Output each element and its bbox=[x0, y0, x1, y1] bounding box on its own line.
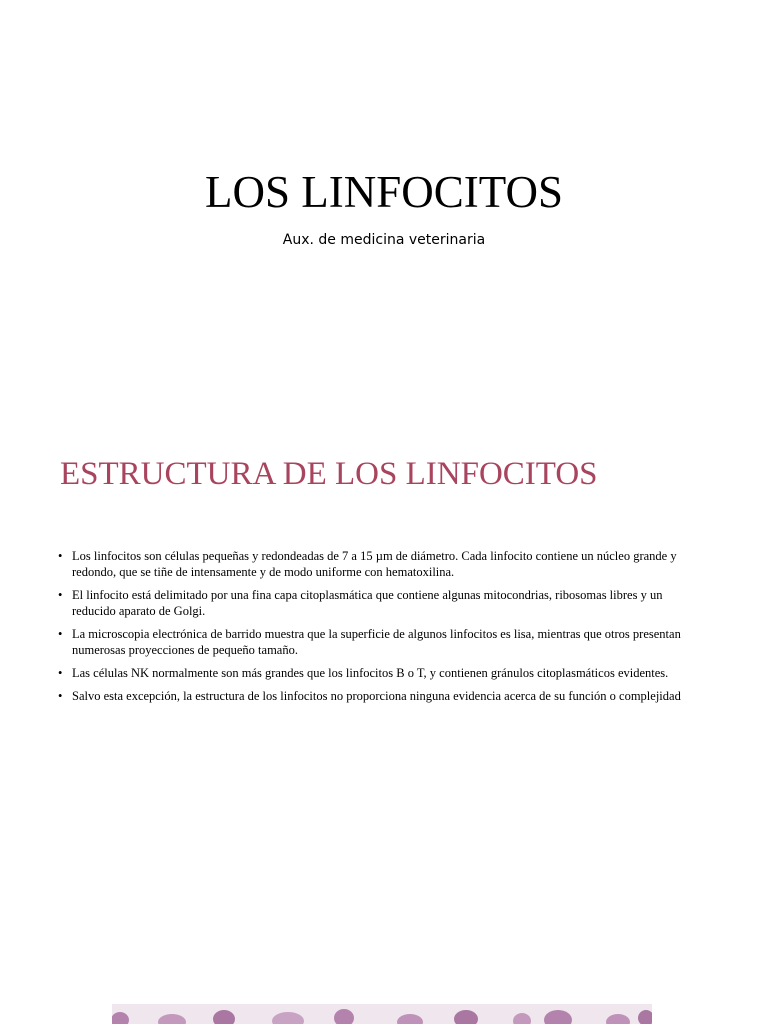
cell bbox=[513, 1013, 531, 1024]
section-heading: ESTRUCTURA DE LOS LINFOCITOS bbox=[60, 456, 598, 492]
bullet-text: El linfocito está delimitado por una fina capa citoplasmática que contiene algunas mitocondrias, ribosomas libres y un reducido aparato de Golgi. bbox=[72, 588, 663, 618]
cell bbox=[112, 1012, 129, 1024]
bullet-dot: • bbox=[58, 627, 63, 641]
cell bbox=[638, 1010, 652, 1024]
bullet-text: Los linfocitos son células pequeñas y redondeadas de 7 a 15 µm de diámetro. Cada linfocito contiene un núcleo grande y redondo, que se tiñe de intensamente y de modo uniforme con hematoxilina. bbox=[72, 549, 677, 579]
cell bbox=[272, 1012, 304, 1024]
bullet-text: Salvo esta excepción, la estructura de los linfocitos no proporciona ninguna evidencia acerca de su función o complejidad bbox=[72, 689, 681, 703]
bullet-dot: • bbox=[58, 549, 63, 563]
bullet-list bbox=[58, 548, 708, 711]
cell bbox=[606, 1014, 630, 1024]
cell bbox=[334, 1009, 354, 1024]
bullet-text: La microscopia electrónica de barrido muestra que la superficie de algunos linfocitos es lisa, mientras que otros presentan numerosas proyecciones de pequeño tamaño. bbox=[72, 627, 681, 657]
cell bbox=[158, 1014, 186, 1024]
cell bbox=[454, 1010, 478, 1024]
cell bbox=[397, 1014, 423, 1024]
bullet-text: Las células NK normalmente son más grandes que los linfocitos B o T, y contienen gránulos citoplasmáticos evidentes. bbox=[72, 666, 669, 680]
bullet-dot: • bbox=[58, 689, 63, 703]
micrograph-image bbox=[112, 1004, 652, 1024]
bullet-dot: • bbox=[58, 588, 63, 602]
list-item bbox=[58, 626, 708, 658]
list-item bbox=[58, 548, 708, 580]
cell bbox=[544, 1010, 572, 1024]
slide-subtitle: Aux. de medicina veterinaria bbox=[282, 232, 486, 248]
bullet-dot: • bbox=[58, 666, 63, 680]
list-item bbox=[58, 688, 708, 704]
list-item bbox=[58, 587, 708, 619]
list-item bbox=[58, 665, 708, 681]
slide-title: LOS LINFOCITOS bbox=[205, 167, 563, 217]
micrograph-cells bbox=[112, 1004, 652, 1024]
cell bbox=[213, 1010, 235, 1024]
